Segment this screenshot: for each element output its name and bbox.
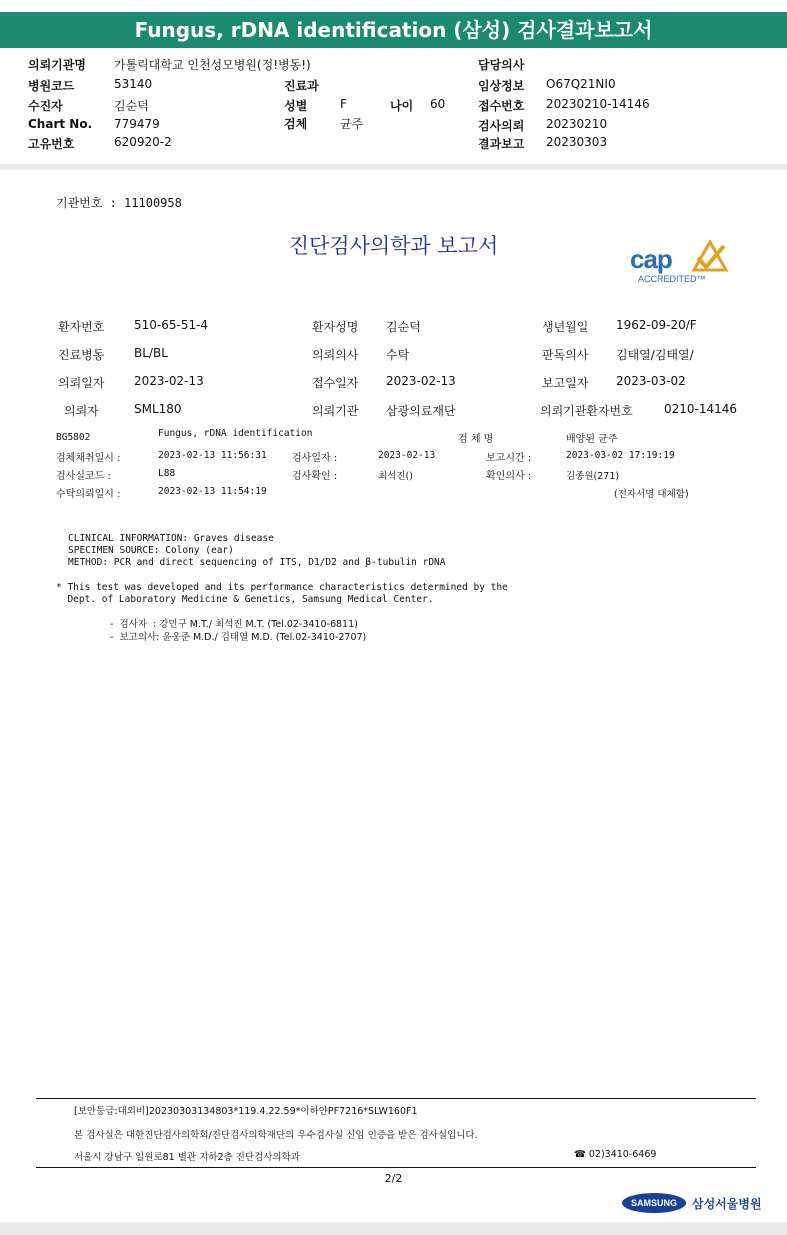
- label-report-date: 보고일자: [542, 376, 589, 390]
- label-patient-number: 환자번호: [58, 320, 105, 334]
- label-test-request: 검사의뢰: [478, 119, 525, 133]
- page-number: 2/2: [384, 1172, 403, 1185]
- label-collection-time: 검체채취일시 :: [56, 453, 121, 464]
- label-contract-request-time: 수탁의뢰일시 :: [56, 489, 121, 500]
- value-test-verification: 최석진(): [378, 471, 413, 482]
- label-request-date: 의뢰일자: [58, 376, 105, 390]
- value-requesting-institution: 가톨릭대학교 인천성모병원(정!병동!): [114, 58, 311, 72]
- label-reading-doctor: 판독의사: [542, 348, 589, 362]
- label-result-report: 결과보고: [478, 137, 525, 151]
- label-requester: 의뢰자: [64, 404, 99, 418]
- disclaimer-line: * This test was developed and its performance characteristics determined by the: [56, 582, 508, 593]
- checkmark-icon: [684, 240, 730, 276]
- label-attending-doctor: 담당의사: [478, 58, 525, 72]
- footer-box: [36, 1098, 756, 1168]
- value-patient: 김순덕: [114, 99, 149, 113]
- document-title: 진단검사의학과 보고서: [288, 234, 499, 258]
- label-clinical-info: 임상정보: [478, 79, 525, 93]
- value-report-date: 2023-03-02: [616, 374, 686, 388]
- disclaimer-line: Dept. of Laboratory Medicine & Genetics, Samsung Medical Center.: [56, 594, 434, 605]
- label-age: 나이: [390, 99, 414, 113]
- cap-logo-text: cap: [630, 244, 672, 274]
- value-result-report: 20230303: [546, 135, 608, 149]
- label-specimen-name: 검 체 명: [458, 434, 494, 445]
- value-test-date: 2023-02-13: [378, 450, 436, 461]
- value-verifying-doctor: 김종원(271): [566, 471, 620, 482]
- value-test-request: 20230210: [546, 117, 608, 131]
- value-requesting-doctor: 수탁: [386, 348, 410, 362]
- label-verifying-doctor: 확인의사 :: [486, 471, 532, 482]
- label-patient-name: 환자성명: [312, 320, 359, 334]
- label-report-time: 보고시간 :: [486, 453, 532, 464]
- value-lab-code: L88: [158, 468, 176, 479]
- bottom-bar: [0, 1222, 787, 1235]
- value-org-patient-number: 0210-14146: [664, 402, 738, 416]
- label-department: 진료과: [284, 79, 319, 93]
- reporting-doctor-line: - 보고의사: 윤웅준 M.D./ 김태열 M.D. (Tel.02-3410-2707): [110, 632, 367, 643]
- label-chart-no: Chart No.: [28, 117, 93, 131]
- value-receipt-number: 20230210-14146: [546, 97, 650, 111]
- method-line: METHOD: PCR and direct sequencing of ITS, D1/D2 and β-tubulin rDNA: [68, 557, 446, 568]
- label-specimen: 검체: [284, 117, 308, 131]
- cap-logo-subtitle: ACCREDITED™: [638, 274, 706, 284]
- header-divider: [0, 164, 787, 170]
- report-title: Fungus, rDNA identification (삼성) 검사결과보고서: [0, 12, 787, 48]
- value-age: 60: [430, 97, 446, 111]
- value-ward: BL/BL: [134, 346, 168, 360]
- value-specimen-name: 배양된 균주: [566, 434, 618, 445]
- value-chart-no: 779479: [114, 117, 160, 131]
- value-hospital-code: 53140: [114, 77, 153, 91]
- value-requester: SML180: [134, 402, 182, 416]
- value-report-time: 2023-03-02 17:19:19: [566, 450, 675, 461]
- value-unique-number: 620920-2: [114, 135, 172, 149]
- samsung-logo: SAMSUNG: [622, 1193, 686, 1213]
- value-sex: F: [340, 97, 347, 111]
- address-line: 서울시 강남구 일원로81 별관 지하2층 진단검사의학과: [74, 1152, 300, 1163]
- value-birthdate: 1962-09-20/F: [616, 318, 697, 332]
- label-requesting-org: 의뢰기관: [312, 404, 359, 418]
- label-receipt-date: 접수일자: [312, 376, 359, 390]
- label-ward: 진료병동: [58, 348, 105, 362]
- test-name: Fungus, rDNA identification: [158, 428, 313, 439]
- label-test-date: 검사일자 :: [292, 453, 338, 464]
- clinical-line: CLINICAL INFORMATION: Graves disease: [68, 533, 274, 544]
- value-patient-number: 510-65-51-4: [134, 318, 209, 332]
- institution-number: 기관번호 : 11100958: [56, 196, 182, 210]
- value-requesting-org: 삼광의료재단: [386, 404, 456, 418]
- label-test-verification: 검사확인 :: [292, 471, 338, 482]
- label-lab-code: 검사실코드 :: [56, 471, 111, 482]
- label-receipt-number: 접수번호: [478, 99, 525, 113]
- electronic-signature-note: (전자서명 대체함): [614, 489, 689, 500]
- label-org-patient-number: 의뢰기관환자번호: [540, 404, 633, 418]
- label-patient: 수진자: [28, 99, 63, 113]
- value-reading-doctor: 김태열/김태열/: [616, 348, 694, 362]
- phone-line: ☎ 02)3410-6469: [574, 1149, 657, 1160]
- value-collection-time: 2023-02-13 11:56:31: [158, 450, 267, 461]
- label-unique-number: 고유번호: [28, 137, 75, 151]
- cap-accredited-logo: [630, 240, 730, 290]
- label-requesting-institution: 의뢰기관명: [28, 58, 86, 72]
- specimen-source-line: SPECIMEN SOURCE: Colony (ear): [68, 545, 234, 556]
- security-line: [보안등급:대외비]20230303134803*119.4.22.59*이하얀PF7216*SLW160F1: [74, 1106, 418, 1117]
- label-birthdate: 생년월일: [542, 320, 589, 334]
- value-receipt-date: 2023-02-13: [386, 374, 456, 388]
- label-sex: 성별: [284, 99, 308, 113]
- label-hospital-code: 병원코드: [28, 79, 75, 93]
- tester-line: - 검사자 : 강민구 M.T./ 최석진 M.T. (Tel.02-3410-6811): [110, 619, 358, 630]
- value-request-date: 2023-02-13: [134, 374, 204, 388]
- value-clinical-info: O67Q21NI0: [546, 77, 616, 91]
- test-code: BG5802: [56, 432, 91, 443]
- value-contract-request-time: 2023-02-13 11:54:19: [158, 486, 267, 497]
- value-specimen: 균주: [340, 117, 364, 131]
- certification-line: 본 검사실은 대한진단검사의학회/진단검사의학재단의 우수검사실 신임 인증을 받은 검사실입니다.: [74, 1130, 478, 1141]
- hospital-name: 삼성서울병원: [692, 1197, 762, 1211]
- value-patient-name: 김순덕: [386, 320, 421, 334]
- label-requesting-doctor: 의뢰의사: [312, 348, 359, 362]
